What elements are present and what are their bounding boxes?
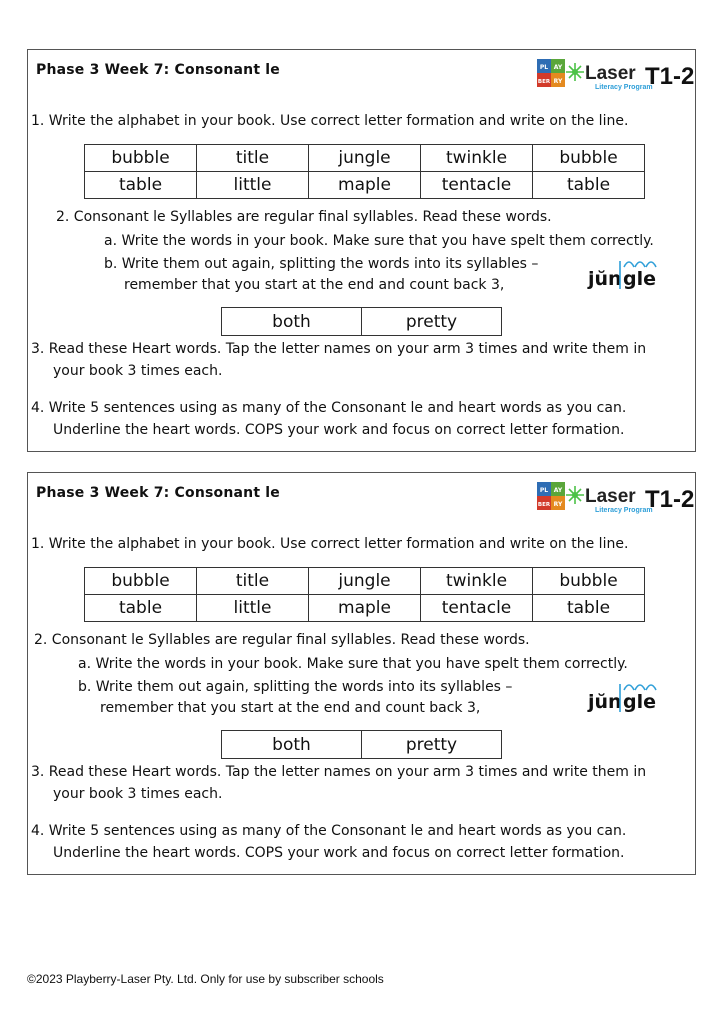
- logo-quad-1: PL: [539, 64, 549, 71]
- word-cell: title: [197, 145, 309, 172]
- logo-quad-3: BER: [537, 502, 551, 508]
- card-title: Phase 3 Week 7: Consonant le: [36, 62, 280, 78]
- instruction-4-cont: Underline the heart words. COPS your work and focus on correct letter formation.: [53, 845, 625, 861]
- word-cell: table: [533, 172, 645, 199]
- heart-word-cell: both: [222, 308, 362, 336]
- instruction-4: 4. Write 5 sentences using as many of the Consonant le and heart words as you can.: [31, 400, 627, 416]
- table-row: [85, 568, 645, 595]
- syllable-count-arcs-icon: [624, 262, 656, 267]
- table-row: [222, 731, 502, 759]
- syllable-first: jŭn: [588, 691, 622, 713]
- logo-brand: Laser: [585, 63, 636, 84]
- instruction-3: 3. Read these Heart words. Tap the letter names on your arm 3 times and write them in: [31, 341, 647, 357]
- syllable-split-example: [586, 678, 666, 714]
- laser-logo: [537, 480, 695, 516]
- word-cell: jungle: [309, 568, 421, 595]
- word-cell: bubble: [533, 568, 645, 595]
- word-cell: maple: [309, 595, 421, 622]
- instruction-3-cont: your book 3 times each.: [53, 363, 223, 379]
- heart-words-table: [221, 730, 502, 759]
- logo-level: T1-2: [645, 63, 695, 90]
- word-cell: table: [533, 595, 645, 622]
- syllable-split-example: [586, 255, 666, 291]
- table-row: [222, 308, 502, 336]
- instruction-2b: b. Write them out again, splitting the words into its syllables –: [104, 256, 539, 272]
- instruction-4-cont: Underline the heart words. COPS your work and focus on correct letter formation.: [53, 422, 625, 438]
- instruction-4: 4. Write 5 sentences using as many of the Consonant le and heart words as you can.: [31, 823, 627, 839]
- instruction-3-cont: your book 3 times each.: [53, 786, 223, 802]
- instruction-1: 1. Write the alphabet in your book. Use correct letter formation and write on the line.: [31, 536, 629, 552]
- instruction-1: 1. Write the alphabet in your book. Use correct letter formation and write on the line.: [31, 113, 629, 129]
- logo-tagline: Literacy Program: [595, 84, 653, 91]
- word-cell: table: [85, 172, 197, 199]
- word-cell: jungle: [309, 145, 421, 172]
- logo-level: T1-2: [645, 486, 695, 513]
- word-cell: twinkle: [421, 568, 533, 595]
- instruction-2b-cont: remember that you start at the end and count back 3,: [124, 277, 505, 293]
- word-cell: tentacle: [421, 595, 533, 622]
- logo-quad-2: AY: [553, 487, 563, 494]
- word-cell: little: [197, 172, 309, 199]
- heart-word-cell: pretty: [362, 731, 502, 759]
- instruction-2a: a. Write the words in your book. Make sure that you have spelt them correctly.: [104, 233, 654, 249]
- consonant-le-word-table: [84, 144, 645, 199]
- logo-brand: Laser: [585, 486, 636, 507]
- logo-quad-2: AY: [553, 64, 563, 71]
- instruction-2a: a. Write the words in your book. Make sure that you have spelt them correctly.: [78, 656, 628, 672]
- syllable-second: gle: [623, 691, 656, 713]
- table-row: [85, 172, 645, 199]
- instruction-2: 2. Consonant le Syllables are regular final syllables. Read these words.: [34, 632, 530, 648]
- word-cell: bubble: [533, 145, 645, 172]
- syllable-first: jŭn: [588, 268, 622, 290]
- word-cell: twinkle: [421, 145, 533, 172]
- logo-quad-4: RY: [553, 78, 563, 85]
- word-cell: title: [197, 568, 309, 595]
- heart-word-cell: pretty: [362, 308, 502, 336]
- heart-word-cell: both: [222, 731, 362, 759]
- card-title: Phase 3 Week 7: Consonant le: [36, 485, 280, 501]
- word-cell: table: [85, 595, 197, 622]
- worksheet-card-1: [27, 49, 696, 452]
- logo-quad-3: BER: [537, 79, 551, 85]
- consonant-le-word-table: [84, 567, 645, 622]
- word-cell: little: [197, 595, 309, 622]
- logo-quad-1: PL: [539, 487, 549, 494]
- word-cell: maple: [309, 172, 421, 199]
- word-cell: tentacle: [421, 172, 533, 199]
- instruction-2b-cont: remember that you start at the end and count back 3,: [100, 700, 481, 716]
- heart-words-table: [221, 307, 502, 336]
- instruction-2: 2. Consonant le Syllables are regular final syllables. Read these words.: [56, 209, 552, 225]
- logo-quad-4: RY: [553, 501, 563, 508]
- table-row: [85, 595, 645, 622]
- word-cell: bubble: [85, 145, 197, 172]
- syllable-count-arcs-icon: [624, 685, 656, 690]
- instruction-2b: b. Write them out again, splitting the words into its syllables –: [78, 679, 513, 695]
- table-row: [85, 145, 645, 172]
- worksheet-card-2: [27, 472, 696, 875]
- instruction-3: 3. Read these Heart words. Tap the letter names on your arm 3 times and write them in: [31, 764, 647, 780]
- logo-tagline: Literacy Program: [595, 507, 653, 514]
- syllable-second: gle: [623, 268, 656, 290]
- laser-logo: [537, 57, 695, 93]
- copyright-footer: ©2023 Playberry-Laser Pty. Ltd. Only for use by subscriber schools: [27, 972, 384, 986]
- word-cell: bubble: [85, 568, 197, 595]
